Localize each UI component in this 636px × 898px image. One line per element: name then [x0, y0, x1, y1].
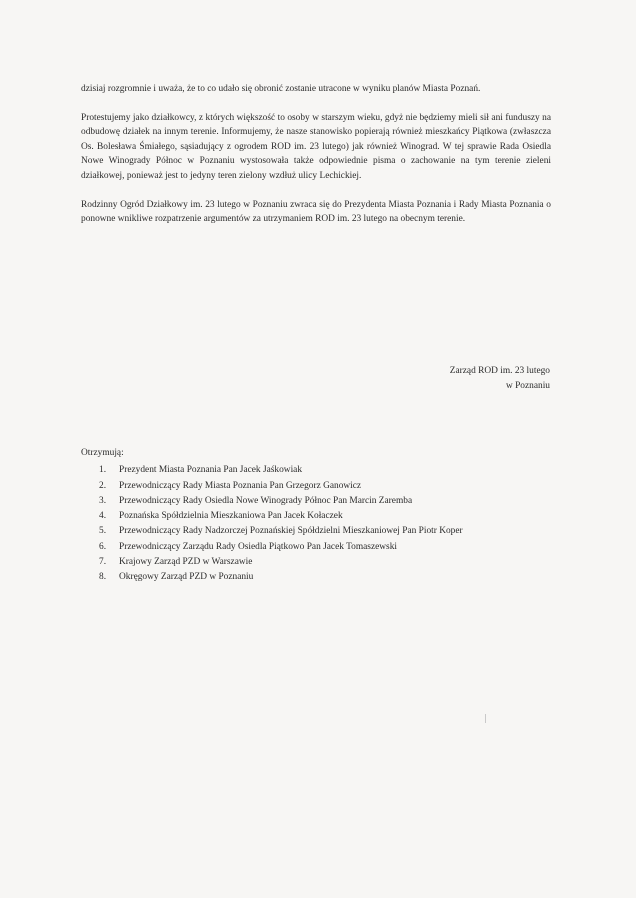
recipient-number: 1.	[99, 465, 107, 476]
recipient-text: Przewodniczący Rady Osiedla Nowe Winogrady Północ Pan Marcin Zaremba	[119, 495, 413, 506]
recipient-number: 4.	[99, 511, 107, 522]
scan-mark	[485, 714, 486, 723]
recipient-number: 8.	[99, 572, 107, 583]
letter-paragraph: Protestujemy jako działkowcy, z których większość to osoby w starszym wieku, gdyż nie będziemy mieli sił ani funduszy na odbudowę działek na innym terenie. Informujemy, że nasze stanowisko popierają również mieszkańcy Piątkowa (zwłaszcza Os. Bolesława Śmiałego, sąsiadujący z ogrodem ROD im. 23 lutego) jak również Winograd. W tej sprawie Rada Osiedla Nowe Winogrady Północ w Poznaniu wystosowała także odpowiednie pisma o zachowanie na tym terenie zieleni działkowej, ponieważ jest to jedyny teren zielony wzdłuż ulicy Lechickiej.	[81, 112, 551, 181]
recipient-text: Krajowy Zarząd PZD w Warszawie	[119, 557, 253, 568]
recipient-item	[81, 509, 551, 524]
recipient-item	[81, 540, 551, 555]
recipient-number: 7.	[99, 557, 107, 568]
recipient-text: Okręgowy Zarząd PZD w Poznaniu	[119, 572, 254, 583]
recipient-number: 2.	[99, 480, 107, 491]
recipient-text: Prezydent Miasta Poznania Pan Jacek Jaśkowiak	[119, 465, 303, 476]
recipient-item	[81, 494, 551, 509]
recipient-item	[81, 570, 551, 585]
recipient-number: 3.	[99, 495, 107, 506]
recipient-number: 6.	[99, 541, 107, 552]
recipient-number: 5.	[99, 526, 107, 537]
letter-paragraph: Rodzinny Ogród Działkowy im. 23 lutego w Poznaniu zwraca się do Prezydenta Miasta Poznania i Rady Miasta Poznania o ponowne wnikliwe rozpatrzenie argumentów za utrzymaniem ROD im. 23 lutego na obecnym terenie.	[81, 199, 551, 225]
recipient-item	[81, 524, 551, 539]
recipient-text: Przewodniczący Rady Miasta Poznania Pan Grzegorz Ganowicz	[119, 480, 362, 491]
recipients-list	[81, 463, 551, 585]
letter-body	[81, 82, 551, 241]
recipients-section	[81, 446, 551, 586]
recipients-heading: Otrzymują:	[81, 448, 124, 458]
letter-paragraph: dzisiaj rozgromnie i uważa, że to co udało się obronić zostanie utracone w wyniku planów Miasta Poznań.	[81, 84, 481, 94]
signature-line: w Poznaniu	[505, 381, 550, 391]
recipient-text: Poznańska Spółdzielnia Mieszkaniowa Pan Jacek Kołaczek	[119, 511, 343, 522]
signature-block	[380, 364, 550, 394]
recipient-text: Przewodniczący Rady Nadzorczej Poznańskiej Spółdzielni Mieszkaniowej Pan Piotr Koper	[119, 526, 463, 537]
recipient-text: Przewodniczący Zarządu Rady Osiedla Piątkowo Pan Jacek Tomaszewski	[119, 541, 397, 552]
recipient-item	[81, 463, 551, 478]
recipient-item	[81, 479, 551, 494]
recipient-item	[81, 555, 551, 570]
signature-line: Zarząd ROD im. 23 lutego	[449, 366, 550, 376]
